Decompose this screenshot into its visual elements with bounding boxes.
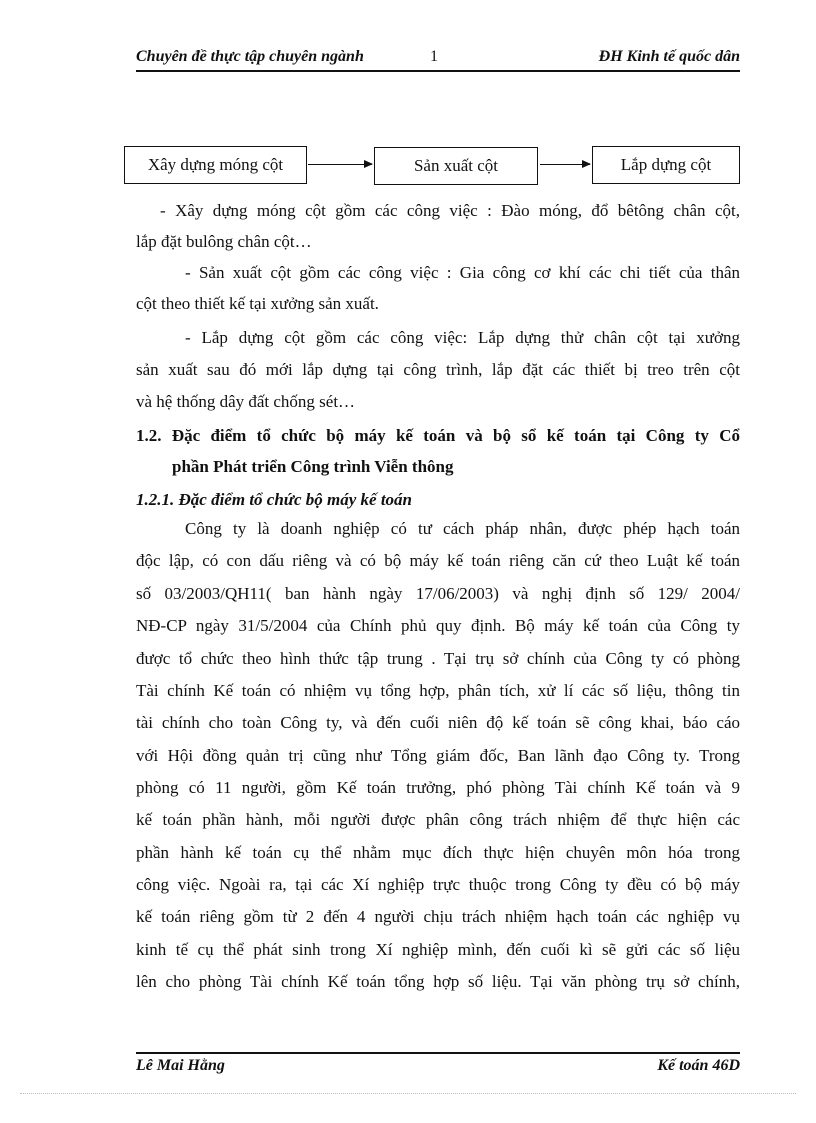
paragraph-line: phần hành kế toán cụ thể nhằm mục đích thực hiện chuyên môn hóa trong	[136, 843, 740, 862]
page-number: 1	[430, 48, 438, 65]
header-university: ĐH Kinh tế quốc dân	[598, 48, 740, 65]
diagram-box-erection	[592, 146, 740, 184]
paragraph-line: công việc. Ngoài ra, tại các Xí nghiệp trực thuộc trong Công ty đều có bộ máy	[136, 875, 740, 894]
header-rule	[136, 70, 740, 72]
section-heading-cont: phần Phát triển Công trình Viễn thông	[172, 457, 454, 476]
paragraph-line: được tổ chức theo hình thức tập trung . Tại trụ sở chính của Công ty có phòng	[136, 649, 740, 668]
paragraph-line: kế toán riêng gồm từ 2 đến 4 người chịu trách nhiệm hạch toán các nghiệp vụ	[136, 907, 740, 926]
footer-class: Kế toán 46D	[657, 1057, 740, 1074]
paragraph-line: với Hội đồng quản trị cũng như Tổng giám đốc, Ban lãnh đạo Công ty. Trong	[136, 746, 740, 765]
diagram-arrow-1	[308, 164, 372, 165]
diagram-arrow-2	[540, 164, 590, 165]
paragraph-line: kế toán phần hành, mỗi người được phân công trách nhiệm để thực hiện các	[136, 810, 740, 829]
diagram-box-production	[374, 147, 538, 185]
text-line: cột theo thiết kế tại xưởng sản xuất.	[136, 294, 379, 313]
paragraph-line: tài chính cho toàn Công ty, và đến cuối niên độ kế toán sẽ công khai, báo cáo	[136, 713, 740, 732]
section-heading: 1.2. Đặc điểm tổ chức bộ máy kế toán và bộ sổ kế toán tại Công ty Cổ	[136, 426, 740, 445]
diagram-box-production-label: Sản xuất cột	[413, 156, 499, 175]
page-footer	[136, 1057, 740, 1079]
header-title: Chuyên đề thực tập chuyên ngành	[136, 48, 364, 65]
page-bottom-dotted-rule	[20, 1093, 796, 1094]
diagram-box-foundation	[124, 146, 307, 184]
text-line: và hệ thống dây đất chống sét…	[136, 392, 356, 411]
diagram-box-erection-label: Lắp dựng cột	[620, 155, 712, 174]
paragraph-line: độc lập, có con dấu riêng và có bộ máy kế toán riêng căn cứ theo Luật kế toán	[136, 551, 740, 570]
text-line: - Lắp dựng cột gồm các công việc: Lắp dựng thử chân cột tại xưởng	[185, 328, 740, 347]
paragraph-line: NĐ-CP ngày 31/5/2004 của Chính phủ quy định. Bộ máy kế toán của Công ty	[136, 616, 740, 635]
subsection-heading: 1.2.1. Đặc điểm tổ chức bộ máy kế toán	[136, 490, 413, 509]
text-line: - Xây dựng móng cột gồm các công việc : Đào móng, đổ bêtông chân cột,	[160, 201, 740, 220]
paragraph-line: phòng có 11 người, gồm Kế toán trưởng, phó phòng Tài chính Kế toán và 9	[136, 778, 740, 797]
footer-author: Lê Mai Hằng	[136, 1057, 225, 1074]
paragraph-line: Công ty là doanh nghiệp có tư cách pháp nhân, được phép hạch toán	[185, 519, 740, 538]
diagram-box-foundation-label: Xây dựng móng cột	[147, 155, 284, 174]
text-line: - Sản xuất cột gồm các công việc : Gia công cơ khí các chi tiết của thân	[185, 263, 740, 282]
page-header	[136, 46, 740, 70]
paragraph-line: số 03/2003/QH11( ban hành ngày 17/06/2003) và nghị định số 129/ 2004/	[136, 584, 740, 603]
text-line: lắp đặt bulông chân cột…	[136, 232, 312, 251]
paragraph-line: Tài chính Kế toán có nhiệm vụ tổng hợp, phân tích, xử lí các số liệu, thông tin	[136, 681, 740, 700]
paragraph-line: kinh tế cụ thể phát sinh trong Xí nghiệp mình, đến cuối kì sẽ gửi các số liệu	[136, 940, 740, 959]
footer-rule	[136, 1052, 740, 1054]
paragraph-line: lên cho phòng Tài chính Kế toán tổng hợp số liệu. Tại văn phòng trụ sở chính,	[136, 972, 740, 991]
text-line: sản xuất sau đó mới lắp dựng tại công trình, lắp đặt các thiết bị treo trên cột	[136, 360, 740, 379]
